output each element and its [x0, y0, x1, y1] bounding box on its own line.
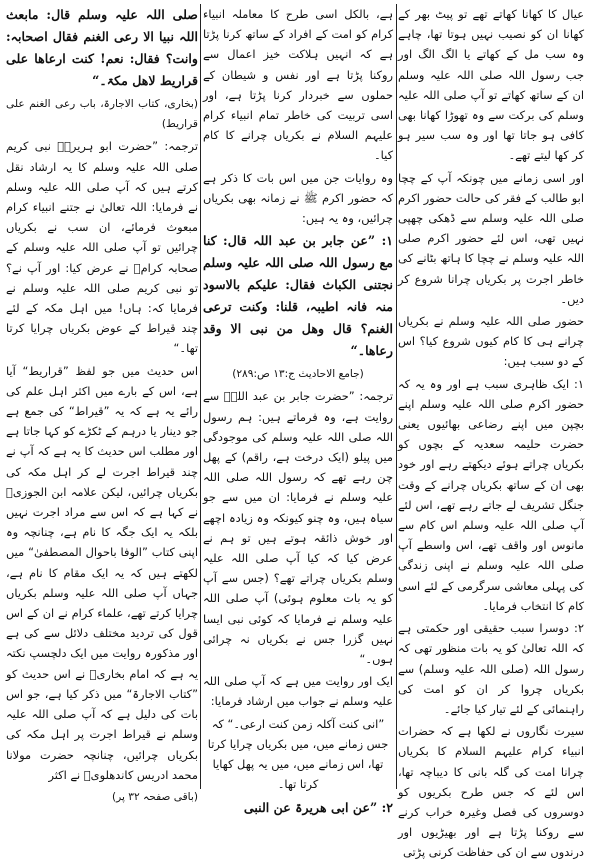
hadith-arabic: صلی اللہ علیہ وسلم قال: مابعث اللہ نبیا الا رعی الغنم فقال اصحابہ: وانت؟ فقال: نعم! کنت ارعاھا علی قراریط لاھل مکۃ۔“ [6, 7, 198, 88]
paragraph: ہے، بالکل اسی طرح کا معاملہ انبیاء کرام کو امت کے افراد کے ساتھ کرنا پڑتا ہے کہ انہیں ہلاکت خیز اعمال سے روکنا پڑتا ہے اور نفس و شیطان کے حملوں سے خبردار کرنا پڑتا ہے، اور اسی تربیت کی خاطر تمام انبیاء کرام علیہم السلام نے بکریاں چرانے کا کام کیا۔ [203, 7, 393, 163]
text-column-left [6, 4, 198, 803]
paragraph: سیرت نگاروں نے لکھا ہے کہ حضرات انبیاء کرام علیہم السلام کا بکریاں چرانا امت کی گلہ بانی کا دیباچہ تھا، اس لئے کہ جس طرح بکریوں کو دوسروں کی فصل وغیرہ خراب کرنے سے روکنا پڑتا ہے اور بھیڑیوں اور درندوں سے ان کی حفاظت کرنی پڑتی [398, 724, 584, 860]
hadith-quote: ”انی کنت آکلہ زمن کنت ارعی۔“ کہ جس زمانے میں، میں بکریاں چرایا کرتا تھا، اس زمانے میں، میں یہ پھل کھایا کرتا تھا۔ [207, 716, 389, 792]
paragraph: وہ روایات جن میں اس بات کا ذکر ہے کہ حضور اکرم ﷺ نے زمانہ بھی بکریاں چرائیں، وہ یہ ہیں: [203, 170, 393, 226]
paragraph: حضور صلی اللہ علیہ وسلم نے بکریاں چرانے ہی کا کام کیوں شروع کیا؟ اس کے دو سبب ہیں: [398, 314, 584, 369]
continuation-note: (باقی صفحہ ۳۲ پر) [111, 790, 198, 803]
hadith-arabic: ۱: ”عن جابر بن عبد اللہ قال: کنا مع رسول اللہ صلی اللہ علیہ وسلم نجتنی الکباث فقال: علیکم بالاسود منہ فانہ اطیبہ، قلنا: وکنت ترعی الغنم؟ قال وھل من نبی الا وقد رعاھا۔“ [203, 233, 393, 359]
text-column-middle [203, 4, 393, 815]
paragraph: ۱: ایک ظاہری سبب ہے اور وہ یہ کہ حضور اکرم صلی اللہ علیہ وسلم اپنے بچپن میں اپنے رضاعی بھائیوں یعنی حضرت حلیمہ سعدیہ کے بچوں کو بکریاں چراتے ہوئے دیکھتے رہے اور خود بھی ان کے ساتھ بکریاں چرانے کے وقت جنگل تشریف لے جاتے رہے تھے، اس لئے آپ صلی اللہ علیہ وسلم اس کام سے مانوس اور واقف تھے، اس واسطے آپ صلی اللہ علیہ وسلم نے اپنی زندگی کی پہلی معاشی سرگرمی کے لئے اسی کام کا انتخاب فرمایا۔ [398, 376, 584, 613]
paragraph: اور اسی زمانے میں چونکہ آپ کے چچا ابو طالب کے فقر کی حالت حضور اکرم صلی اللہ علیہ وسلم سے ڈھکی چھپی نہیں تھی، اس لئے حضور اکرم صلی اللہ علیہ وسلم نے چچا کا ہاتھ بٹانے کی خاطر اجرت پر بکریاں چرانا شروع کر دیں۔ [398, 170, 584, 306]
text-column-right [398, 4, 584, 860]
column-divider [396, 4, 397, 789]
translation-paragraph: ترجمہ: ”حضرت جابر بن عبد اللہؓ سے روایت ہے، وہ فرماتے ہیں: ہم رسول اللہ صلی اللہ علیہ وسلم کی موجودگی میں پیلو (ایک درخت ہے، راقم) کے پھل چن رہے تھے کہ رسول اللہ صلی اللہ علیہ وسلم نے فرمایا: ان میں سے جو سیاہ ہیں، وہ چنو کیونکہ وہ زیادہ اچھے اور خوش ذائقہ ہوتے ہیں تو ہم نے عرض کیا کہ کیا آپ صلی اللہ علیہ وسلم بکریاں چراتے تھے؟ (جس سے آپ کو یہ بات معلوم ہوئی) آپ صلی اللہ علیہ وسلم نے فرمایا کہ کوئی نبی ایسا نہیں گزرا جس نے بکریاں نہ چرائی ہوں۔“ [203, 389, 393, 667]
hadith-reference: (جامع الاحادیث ج:۱۳ ص:۲۸۹) [232, 368, 364, 381]
hadith-reference: (بخاری، کتاب الاجارۃ، باب رعی الغنم علی قراریط) [6, 98, 198, 131]
paragraph: ۲: دوسرا سبب حقیقی اور حکمتی ہے کہ اللہ تعالیٰ کو یہ بات منظور تھی کہ رسول اللہ (صلی اللہ علیہ وسلم) سے بکریاں چروا کر ان کو امت کی راہنمائی کے لئے تیار کیا جائے۔ [398, 621, 584, 716]
translation-paragraph: ترجمہ: ”حضرت ابو ہریرہؓ نبی کریم صلی اللہ علیہ وسلم کا یہ ارشاد نقل کرتے ہیں کہ آپ صلی اللہ علیہ وسلم نے فرمایا: اللہ تعالیٰ نے جتنے انبیاء کرام مبعوث فرمائے، ان سب نے بکریاں چرائیں تو آپ صلی اللہ علیہ وسلم کے صحابہ کرامؓ نے عرض کیا: اور آپ نے؟ تو نبی کریم صلی اللہ علیہ وسلم نے فرمایا کہ: ہاں! میں اہل مکہ کے لئے چند قیراط کے عوض بکریاں چرایا کرتا تھا۔“ [6, 139, 198, 356]
column-divider [200, 4, 201, 789]
hadith-arabic: ۲: ”عن ابی ھریرۃ عن النبی [243, 799, 393, 815]
paragraph: عیال کا کھانا کھاتے تھے تو پیٹ بھر کے کھانا ان کو نصیب نہیں ہوتا تھا، چاہے وہ سب مل کے کھاتے یا الگ الگ اور جب رسول اللہ صلی اللہ علیہ وسلم ان کے ساتھ کھاتے تو آپ صلی اللہ علیہ وسلم کی برکت سے وہ تھوڑا کھانا بھی کافی ہو جاتا تھا اور وہ سب سیر ہو کر کھا لیتے تھے۔ [398, 7, 584, 163]
paragraph: ایک اور روایت میں ہے کہ آپ صلی اللہ علیہ وسلم نے جواب میں ارشاد فرمایا: [203, 674, 393, 709]
paragraph: اس حدیث میں جو لفظ ”قراریط“ آیا ہے، اس کے بارے میں اکثر اہل علم کی رائے یہ ہے کہ یہ ”قیراط“ کی جمع ہے جو دینار یا درہم کے ٹکڑے کو کہا جاتا ہے اور مطلب اس حدیث کا یہ ہے کہ آپ نے چند قیراط اجرت لے کر اہل مکہ کی بکریاں چرائیں، لیکن علامہ ابن الجوزیؒ نے کہا ہے کہ اس سے مراد اجرت نہیں بلکہ یہ ایک جگہ کا نام ہے، چنانچہ وہ اپنی کتاب ”الوفا باحوال المصطفیٰ“ میں لکھتے ہیں کہ یہ ایک مقام کا نام ہے، جہاں آپ صلی اللہ علیہ وسلم بکریاں چرایا کرتے تھے، علماء کرام نے ان کے اس قول کی تردید مختلف دلائل سے کی ہے اور مذکورہ روایت میں ایک دلچسپ نکتہ یہ ہے کہ امام بخاریؒ نے اس حدیث کو ”کتاب الاجارۃ“ میں ذکر کیا ہے، جو اس بات کی دلیل ہے کہ آپ صلی اللہ علیہ وسلم نے قیراط اجرت پر اہل مکہ کی بکریاں چرائیں، چنانچہ حضرت مولانا محمد ادریس کاندھلویؒ نے اکثر [6, 363, 198, 782]
